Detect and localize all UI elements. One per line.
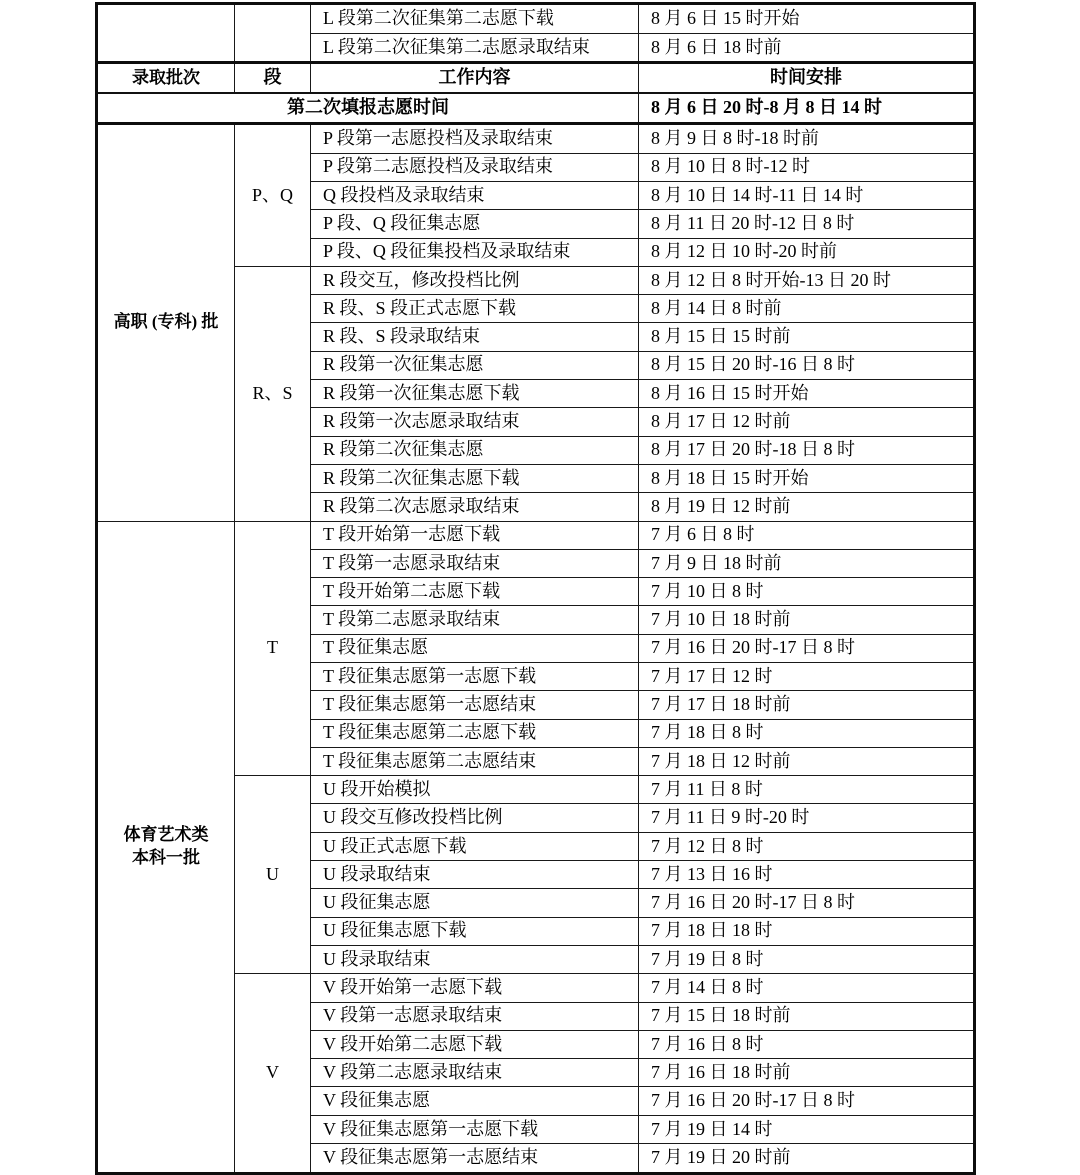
batch-label-line: 体育艺术类 — [123, 824, 209, 844]
time-cell: 8 月 12 日 8 时开始-13 日 20 时 — [639, 266, 975, 294]
work-content-cell: U 段正式志愿下载 — [311, 832, 639, 860]
batch-label-line: 高职 (专科) 批 — [113, 312, 219, 332]
header-content-cell: 工作内容 — [311, 63, 639, 93]
header-time-cell: 时间安排 — [639, 63, 975, 93]
time-cell: 7 月 13 日 16 时 — [639, 861, 975, 889]
segment-cell: V — [235, 974, 311, 1174]
work-content-cell: U 段征集志愿 — [311, 889, 639, 917]
work-content-cell: R 段第二次征集志愿 — [311, 436, 639, 464]
work-content-cell: Q 段投档及录取结束 — [311, 181, 639, 209]
schedule-table-body — [97, 4, 975, 1174]
second-fill-row — [97, 93, 975, 123]
work-content-cell: L 段第二次征集第二志愿录取结束 — [311, 33, 639, 63]
time-cell: 7 月 18 日 8 时 — [639, 719, 975, 747]
time-cell: 7 月 18 日 12 时前 — [639, 747, 975, 775]
time-cell: 7 月 19 日 20 时前 — [639, 1144, 975, 1174]
time-cell: 8 月 18 日 15 时开始 — [639, 464, 975, 492]
second-fill-label-cell: 第二次填报志愿时间 — [97, 93, 639, 123]
work-content-cell: T 段征集志愿 — [311, 634, 639, 662]
batch-label-line: 本科一批 — [132, 847, 200, 867]
work-content-cell: V 段第二志愿录取结束 — [311, 1059, 639, 1087]
work-content-cell: T 段第二志愿录取结束 — [311, 606, 639, 634]
work-content-cell: L 段第二次征集第二志愿下载 — [311, 4, 639, 34]
time-cell: 7 月 14 日 8 时 — [639, 974, 975, 1002]
time-cell: 7 月 11 日 9 时-20 时 — [639, 804, 975, 832]
time-cell: 7 月 15 日 18 时前 — [639, 1002, 975, 1030]
time-cell: 8 月 9 日 8 时-18 时前 — [639, 124, 975, 154]
work-content-cell: T 段开始第二志愿下载 — [311, 578, 639, 606]
time-cell: 7 月 10 日 18 时前 — [639, 606, 975, 634]
work-content-cell: R 段第二次征集志愿下载 — [311, 464, 639, 492]
time-cell: 7 月 16 日 20 时-17 日 8 时 — [639, 1087, 975, 1115]
segment-cell: P、Q — [235, 124, 311, 267]
work-content-cell: V 段第一志愿录取结束 — [311, 1002, 639, 1030]
work-content-cell: T 段征集志愿第二志愿结束 — [311, 747, 639, 775]
time-cell: 8 月 17 日 20 时-18 日 8 时 — [639, 436, 975, 464]
work-content-cell: U 段征集志愿下载 — [311, 917, 639, 945]
batch-cell-empty — [97, 4, 235, 63]
work-content-cell: V 段征集志愿 — [311, 1087, 639, 1115]
segment-cell: T — [235, 521, 311, 776]
time-cell: 7 月 18 日 18 时 — [639, 917, 975, 945]
time-cell: 7 月 12 日 8 时 — [639, 832, 975, 860]
admission-schedule-table — [95, 2, 976, 1175]
time-cell: 8 月 12 日 10 时-20 时前 — [639, 238, 975, 266]
work-content-cell: R 段第二次志愿录取结束 — [311, 493, 639, 521]
work-content-cell: U 段交互修改投档比例 — [311, 804, 639, 832]
segment-cell-empty — [235, 4, 311, 63]
work-content-cell: T 段征集志愿第二志愿下载 — [311, 719, 639, 747]
work-content-cell: P 段第一志愿投档及录取结束 — [311, 124, 639, 154]
work-content-cell: U 段开始模拟 — [311, 776, 639, 804]
time-cell: 7 月 16 日 20 时-17 日 8 时 — [639, 889, 975, 917]
work-content-cell: T 段开始第一志愿下载 — [311, 521, 639, 549]
time-cell: 7 月 16 日 20 时-17 日 8 时 — [639, 634, 975, 662]
work-content-cell: T 段第一志愿录取结束 — [311, 549, 639, 577]
segment-cell: U — [235, 776, 311, 974]
work-content-cell: R 段第一次征集志愿 — [311, 351, 639, 379]
time-cell: 8 月 6 日 15 时开始 — [639, 4, 975, 34]
time-cell: 8 月 17 日 12 时前 — [639, 408, 975, 436]
time-cell: 8 月 19 日 12 时前 — [639, 493, 975, 521]
work-content-cell: R 段第一次征集志愿下载 — [311, 380, 639, 408]
time-cell: 8 月 16 日 15 时开始 — [639, 380, 975, 408]
time-cell: 8 月 10 日 14 时-11 日 14 时 — [639, 181, 975, 209]
work-content-cell: V 段开始第二志愿下载 — [311, 1030, 639, 1058]
work-content-cell: U 段录取结束 — [311, 945, 639, 973]
second-fill-time-cell: 8 月 6 日 20 时-8 月 8 日 14 时 — [639, 93, 975, 123]
batch-cell — [97, 521, 235, 1173]
table-row — [97, 521, 975, 549]
header-row — [97, 63, 975, 93]
time-cell: 7 月 17 日 18 时前 — [639, 691, 975, 719]
work-content-cell: R 段交互，修改投档比例 — [311, 266, 639, 294]
time-cell: 7 月 19 日 8 时 — [639, 945, 975, 973]
work-content-cell: P 段、Q 段征集志愿 — [311, 210, 639, 238]
work-content-cell: T 段征集志愿第一志愿结束 — [311, 691, 639, 719]
time-cell: 7 月 16 日 8 时 — [639, 1030, 975, 1058]
work-content-cell: P 段、Q 段征集投档及录取结束 — [311, 238, 639, 266]
batch-cell — [97, 124, 235, 522]
time-cell: 7 月 10 日 8 时 — [639, 578, 975, 606]
time-cell: 8 月 15 日 15 时前 — [639, 323, 975, 351]
time-cell: 7 月 11 日 8 时 — [639, 776, 975, 804]
work-content-cell: V 段开始第一志愿下载 — [311, 974, 639, 1002]
table-row — [97, 4, 975, 34]
time-cell: 8 月 15 日 20 时-16 日 8 时 — [639, 351, 975, 379]
work-content-cell: R 段、S 段录取结束 — [311, 323, 639, 351]
header-segment-cell: 段 — [235, 63, 311, 93]
segment-cell: R、S — [235, 266, 311, 521]
work-content-cell: R 段、S 段正式志愿下载 — [311, 295, 639, 323]
time-cell: 7 月 19 日 14 时 — [639, 1115, 975, 1143]
work-content-cell: P 段第二志愿投档及录取结束 — [311, 153, 639, 181]
work-content-cell: R 段第一次志愿录取结束 — [311, 408, 639, 436]
time-cell: 8 月 14 日 8 时前 — [639, 295, 975, 323]
work-content-cell: U 段录取结束 — [311, 861, 639, 889]
time-cell: 8 月 11 日 20 时-12 日 8 时 — [639, 210, 975, 238]
time-cell: 7 月 17 日 12 时 — [639, 663, 975, 691]
time-cell: 7 月 6 日 8 时 — [639, 521, 975, 549]
work-content-cell: V 段征集志愿第一志愿下载 — [311, 1115, 639, 1143]
work-content-cell: T 段征集志愿第一志愿下载 — [311, 663, 639, 691]
header-batch-cell: 录取批次 — [97, 63, 235, 93]
time-cell: 8 月 6 日 18 时前 — [639, 33, 975, 63]
time-cell: 8 月 10 日 8 时-12 时 — [639, 153, 975, 181]
time-cell: 7 月 9 日 18 时前 — [639, 549, 975, 577]
work-content-cell: V 段征集志愿第一志愿结束 — [311, 1144, 639, 1174]
time-cell: 7 月 16 日 18 时前 — [639, 1059, 975, 1087]
table-row — [97, 124, 975, 154]
